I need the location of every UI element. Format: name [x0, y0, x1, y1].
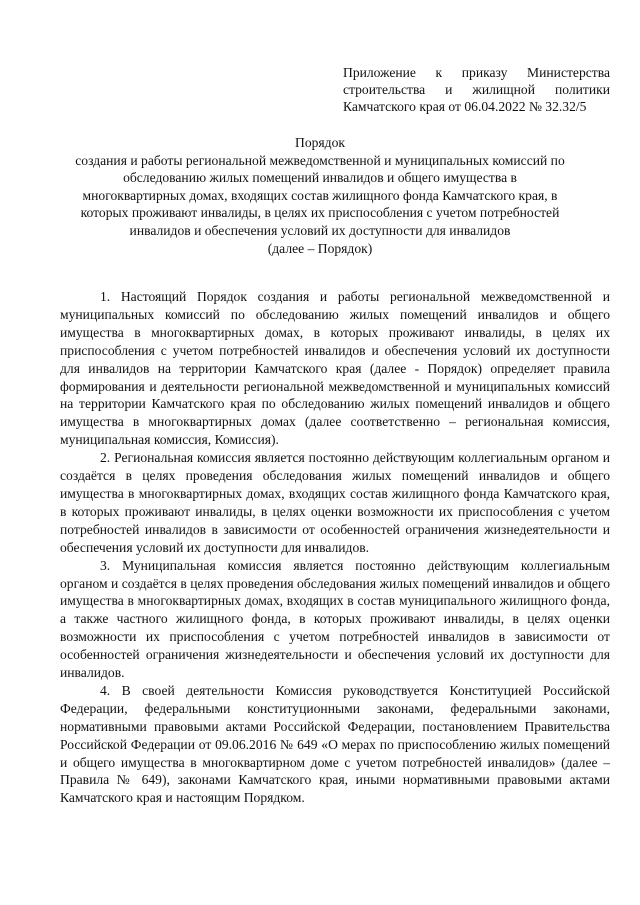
paragraph-2: 2. Региональная комиссия является постоянно действующим коллегиальным органом и создаётся в целях проведения обследования жилых помещений инвалидов и общего имущества в многоквартирных домах, входящих состав жилищного фонда Камчатского края, в которых проживают инвалиды, в целях оценки возможности их приспособления с учетом потребностей инвалидов в зависимости от особенностей ограничения жизнедеятельности и обеспечения условий их доступности для инвалидов.	[60, 450, 610, 555]
document-body	[60, 288, 610, 807]
document-title	[40, 134, 600, 257]
appendix-line: Приложение к приказу Министерства	[343, 65, 610, 80]
appendix-line: строительства и жилищной политики	[343, 82, 610, 97]
title-line: обследованию жилых помещений инвалидов и общего имущества в	[123, 170, 517, 186]
title-line: Порядок	[295, 135, 345, 150]
paragraph-1: 1. Настоящий Порядок создания и работы региональной межведомственной и муниципальных комиссий по обследованию жилых помещений инвалидов и общего имущества в многоквартирных домах, в которых проживают инвалиды, в целях их приспособления с учетом потребностей инвалидов и обеспечения условий их доступности для инвалидов на территории Камчатского края (далее - Порядок) определяет правила формирования и деятельности региональной межведомственной и муниципальных комиссий на территории Камчатского края по обследованию жилых помещений инвалидов и общего имущества в многоквартирных домах (далее соответственно – региональная комиссия, муниципальная комиссия, Комиссия).	[60, 289, 610, 448]
title-line: которых проживают инвалиды, в целях их приспособления с учетом потребностей	[80, 205, 560, 221]
title-line: (далее – Порядок)	[267, 240, 373, 256]
paragraph-3: 3. Муниципальная комиссия является постоянно действующим коллегиальным органом и создаётся в целях проведения обследования жилых помещений инвалидов и общего имущества в многоквартирных домах, входящих в состав муниципального жилищного фонда, а также частного жилищного фонда, в которых проживают инвалиды, в целях оценки возможности их приспособления с учетом потребностей инвалидов в зависимости от особенностей ограничения жизнедеятельности и обеспечения условий их доступности для инвалидов.	[60, 557, 610, 681]
appendix-note	[343, 64, 610, 115]
title-line: инвалидов и обеспечения условий их доступности для инвалидов	[129, 222, 511, 238]
paragraph-4: 4. В своей деятельности Комиссия руководствуется Конституцией Российской Федерации, федеральными конституционными законами, федеральными законами, нормативными правовыми актами Российской Федерации, постановлением Правительства Российской Федерации от 09.06.2016 № 649 «О мерах по приспособлению жилых помещений и общего имущества в многоквартирном доме с учетом потребностей инвалидов» (далее – Правила № 649), законами Камчатского края, иными нормативными правовыми актами Камчатского края и настоящим Порядком.	[60, 682, 610, 806]
title-line: многоквартирных домах, входящих состав жилищного фонда Камчатского края, в	[82, 187, 558, 203]
appendix-line: Камчатского края от 06.04.2022 № 32.32/5	[343, 99, 587, 114]
title-line: создания и работы региональной межведомственной и муниципальных комиссий по	[75, 152, 565, 168]
